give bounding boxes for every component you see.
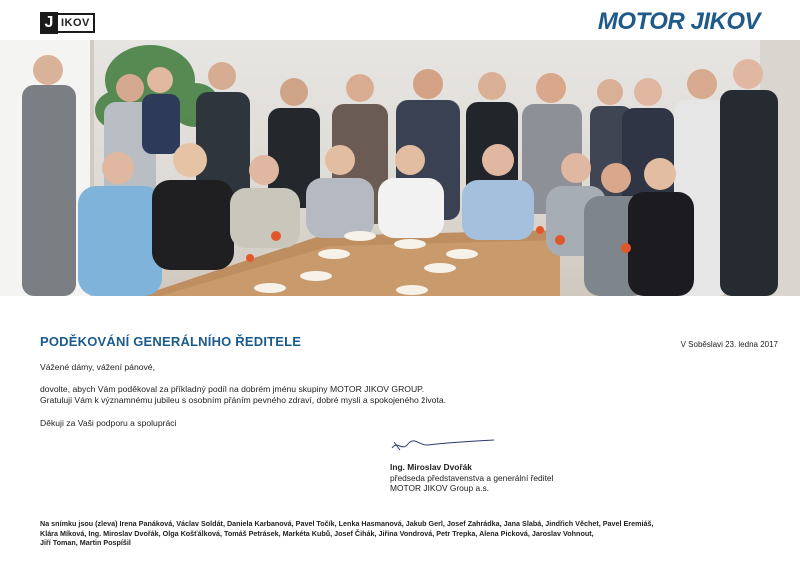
letter-greeting: Vážené dámy, vážení pánové, [40,362,155,372]
signatory-name: Ing. Miroslav Dvořák [390,462,472,472]
page-title: PODĚKOVÁNÍ GENERÁLNÍHO ŘEDITELE [40,334,302,349]
handwritten-signature [388,434,498,456]
caption-line: Jiří Toman, Martin Pospíšil [40,538,131,548]
jikov-logo-mark: J [40,12,58,34]
jikov-logo [40,12,95,34]
signatory-role: předseda představenstva a generální ředitel [390,472,554,483]
letter-body [40,384,446,406]
caption-line: Na snímku jsou (zleva) Irena Panáková, Václav Soldát, Daniela Karbanová, Pavel Točík, Lenka Hasmanová, Jakub Gerl, Josef Zahrádka, Jana Slabá, Jindřich Věchet, Pavel Eremiáš, [40,519,654,528]
letter-date: V Soběslavi 23. ledna 2017 [680,340,778,349]
group-photo [0,40,800,296]
signatory-company: MOTOR JIKOV Group a.s. [390,483,489,493]
group-photo-illustration [0,40,800,296]
caption-line: Klára Míková, Ing. Miroslav Dvořák, Olga Košťálková, Tomáš Petrásek, Markéta Kubů, Josef Čihák, Jiřina Vondrová, Petr Trepka, Alena Picková, Jaroslav Vohnout, [40,528,594,538]
letter-body-line: Gratuluji Vám k významnému jubileu s osobním přáním pevného zdraví, dobré mysli a spokojeného života. [40,395,447,405]
letter-thanks: Děkuji za Vaši podporu a spolupráci [40,418,177,428]
motor-jikov-logo: MOTOR JIKOV [597,8,760,35]
letter-body-line: dovolte, abych Vám poděkoval za příkladný podíl na dobrém jménu skupiny MOTOR JIKOV GROUP. [40,384,425,394]
jikov-logo-text: IKOV [58,13,95,33]
photo-caption [40,519,700,548]
signature-block [390,462,553,494]
